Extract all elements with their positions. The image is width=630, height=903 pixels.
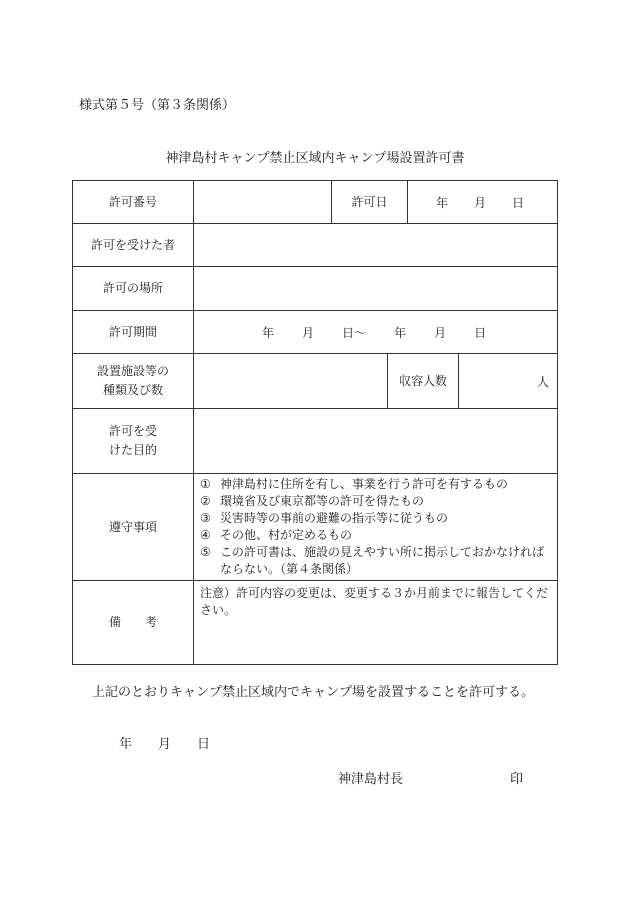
permittee-value xyxy=(194,224,558,267)
form-number: 様式第５号（第３条関係） xyxy=(79,98,236,113)
permit-date-value: 年 月 日 xyxy=(408,181,558,224)
rules-list xyxy=(194,474,558,581)
row-purpose xyxy=(73,409,558,474)
row-remarks xyxy=(73,581,558,665)
document-title: 神津島村キャンプ禁止区域内キャンプ場設置許可書 xyxy=(165,151,465,166)
permit-statement: 上記のとおりキャンプ禁止区域内でキャンプ場を設置することを許可する。 xyxy=(92,685,535,700)
row-facilities xyxy=(73,354,558,409)
rule-item: ④ その他、村が定めるもの xyxy=(200,528,353,542)
rule-item: ⑤ この許可書は、施設の見えやすい所に掲示しておかなければならない。（第４条関係） xyxy=(200,545,545,576)
row-rules xyxy=(73,474,558,581)
facilities-label: 設置施設等の 種類及び数 xyxy=(73,354,194,409)
row-permittee xyxy=(73,224,558,267)
rule-item: ① 神津島村に住所を有し、事業を行う許可を有するもの xyxy=(200,477,509,491)
capacity-value: 人 xyxy=(459,354,558,409)
period-value: 年 月 日～ 年 月 日 xyxy=(194,311,558,354)
purpose-value xyxy=(194,409,558,474)
rule-item: ② 環境省及び東京都等の許可を得たもの xyxy=(200,494,425,508)
capacity-label: 収容人数 xyxy=(388,354,459,409)
permit-number-value xyxy=(194,181,332,224)
purpose-label: 許可を受 けた目的 xyxy=(73,409,194,474)
row-period xyxy=(73,311,558,354)
mayor-title: 神津島村長 xyxy=(338,772,404,787)
location-label: 許可の場所 xyxy=(73,267,194,311)
rule-item: ③ 災害時等の事前の避難の指示等に従うもの xyxy=(200,511,449,525)
issue-date: 年 月 日 xyxy=(119,737,211,752)
permittee-label: 許可を受けた者 xyxy=(73,224,194,267)
permit-number-label: 許可番号 xyxy=(73,181,194,224)
row-location xyxy=(73,267,558,311)
row-permit-number xyxy=(73,181,558,224)
permit-date-label: 許可日 xyxy=(332,181,408,224)
seal-mark: 印 xyxy=(510,772,524,787)
remarks-text: 注意）許可内容の変更は、変更する３か月前までに報告してください。 xyxy=(194,581,558,665)
facilities-value xyxy=(194,354,388,409)
rules-label: 遵守事項 xyxy=(73,474,194,581)
period-label: 許可期間 xyxy=(73,311,194,354)
location-value xyxy=(194,267,558,311)
remarks-label: 備 考 xyxy=(73,581,194,665)
permit-form-table xyxy=(72,180,558,665)
